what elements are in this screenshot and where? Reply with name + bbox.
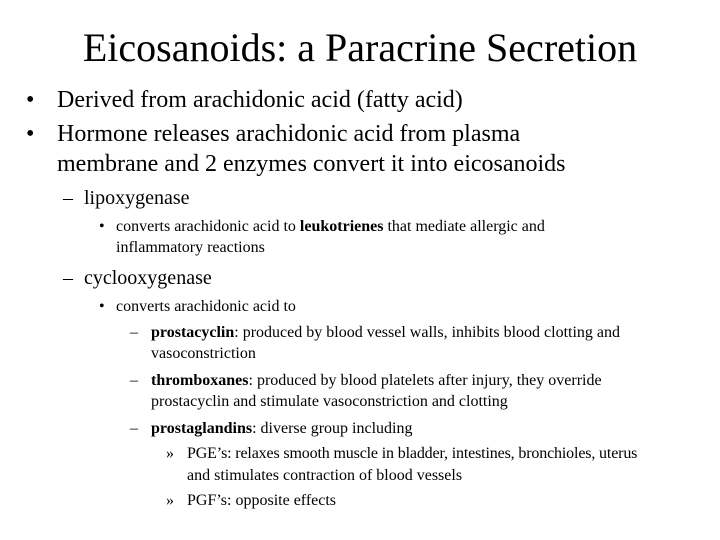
bullet-hormone-text-line1: Hormone releases arachidonic acid from plasma <box>57 121 521 147</box>
thromboxanes-line2: prostacyclin and stimulate vasoconstriction and clotting <box>151 393 508 410</box>
cyclooxygenase-label: cyclooxygenase <box>84 267 212 289</box>
prostacyclin-line2: vasoconstriction <box>151 345 256 362</box>
bullet-derived-text: Derived from arachidonic acid (fatty acid) <box>57 87 463 113</box>
prostaglandins-term: prostaglandins <box>151 420 253 437</box>
lipoxygenase-label: lipoxygenase <box>84 187 190 209</box>
thromboxanes-term: thromboxanes <box>151 372 249 389</box>
raquo-marker: » <box>166 492 174 509</box>
cyclooxygenase-detail: converts arachidonic acid to <box>116 298 296 315</box>
raquo-marker: » <box>166 445 174 462</box>
lipoxygenase-detail-line1: converts arachidonic acid to leukotrienes that mediate allergic and <box>116 218 545 235</box>
dash-marker: – <box>130 324 138 341</box>
bullet-hormone-text-line2: membrane and 2 enzymes convert it into eicosanoids <box>57 151 566 177</box>
leukotrienes-term: leukotrienes <box>299 218 384 235</box>
dash-marker: – <box>63 267 73 289</box>
dash-marker: – <box>130 372 138 389</box>
dash-marker: – <box>63 187 73 209</box>
prostaglandins-line1: prostaglandins: diverse group including <box>151 420 413 437</box>
prostacyclin-line1: prostacyclin: produced by blood vessel walls, inhibits blood clotting and <box>151 324 620 341</box>
lipoxygenase-detail-line2: inflammatory reactions <box>116 239 265 256</box>
thromboxanes-line1: thromboxanes: produced by blood platelets after injury, they override <box>151 372 602 389</box>
bullet-marker: • <box>26 121 35 147</box>
slide-title: Eicosanoids: a Paracrine Secretion <box>82 25 638 70</box>
pge-line2: and stimulates contraction of blood vessels <box>187 467 463 484</box>
pge-line1: PGE’s: relaxes smooth muscle in bladder, intestines, bronchioles, uterus <box>187 445 638 462</box>
bullet-marker: • <box>99 218 105 235</box>
prostacyclin-term: prostacyclin <box>151 324 235 341</box>
bullet-marker: • <box>99 298 105 315</box>
pgf-line: PGF’s: opposite effects <box>187 492 337 509</box>
dash-marker: – <box>130 420 138 437</box>
bullet-marker: • <box>26 87 35 113</box>
